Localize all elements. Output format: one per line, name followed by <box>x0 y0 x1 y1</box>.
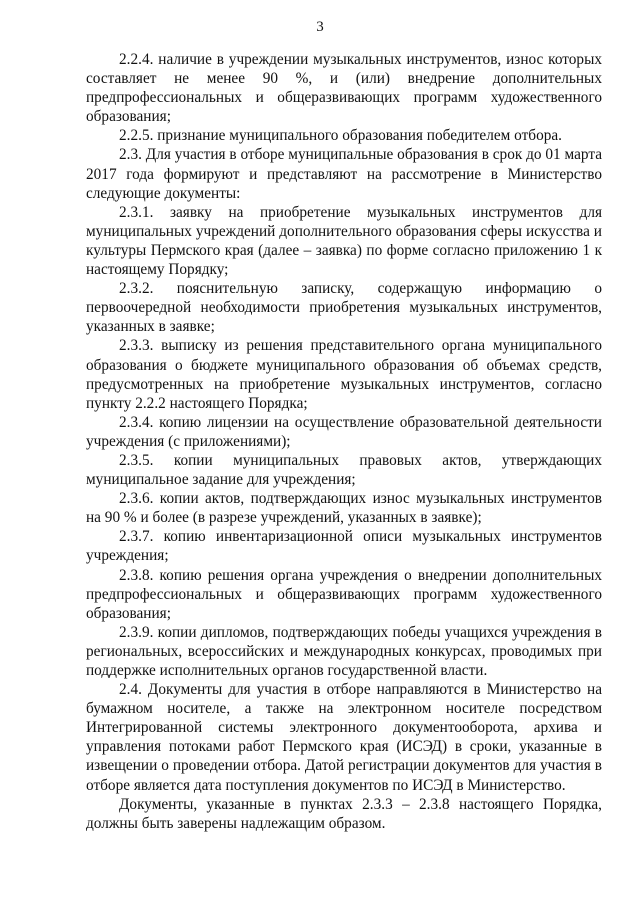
paragraph-2-2-4: 2.2.4. наличие в учреждении музыкальных инструментов, износ которых составляет не менее 90 %, и (или) внедрение дополнительных предпрофессиональных и общеразвивающих программ художественного образования; <box>86 51 602 126</box>
paragraph-2-3-5: 2.3.5. копии муниципальных правовых актов, утверждающих муниципальное задание для учреждения; <box>86 451 602 489</box>
paragraph-2-2-5: 2.2.5. признание муниципального образования победителем отбора. <box>119 127 562 145</box>
paragraph-2-3: 2.3. Для участия в отборе муниципальные образования в срок до 01 марта 2017 года формируют и представляют на рассмотрение в Министерство следующие документы: <box>86 146 602 202</box>
paragraph-2-3-2: 2.3.2. пояснительную записку, содержащую информацию о первоочередной необходимости приобретения музыкальных инструментов, указанных в заявке; <box>86 280 602 336</box>
paragraph-2-4: 2.4. Документы для участия в отборе направляются в Министерство на бумажном носителе, а также на электронном носителе посредством Интегрированной системы электронного документооборота, архива и управления потоками работ Пермского края (ИСЭД) в сроки, указанные в извещении о проведении отбора. Датой регистрации документов для участия в отборе является дата поступления документов по ИСЭД в Министерство. <box>86 681 602 794</box>
paragraph-2-3-3: 2.3.3. выписку из решения представительного органа муниципального образования о бюджете муниципального образования об объемах средств, предусмотренных на приобретение музыкальных инструментов, согласно пункту 2.2.2 настоящего Порядка; <box>86 337 602 412</box>
paragraph-documents-certified: Документы, указанные в пунктах 2.3.3 – 2.3.8 настоящего Порядка, должны быть заверены надлежащим образом. <box>86 795 602 832</box>
paragraph-2-3-8: 2.3.8. копию решения органа учреждения о внедрении дополнительных предпрофессиональных и общеразвивающих программ художественного образования; <box>86 566 602 622</box>
paragraph-2-3-4: 2.3.4. копию лицензии на осуществление образовательной деятельности учреждения (с приложениями); <box>86 413 602 450</box>
paragraph-2-3-9: 2.3.9. копии дипломов, подтверждающих победы учащихся учреждения в региональных, всероссийских и международных конкурсах, проводимых при поддержке исполнительных органов государственной власти. <box>86 623 602 679</box>
page-number: 3 <box>316 19 324 35</box>
paragraph-2-3-7: 2.3.7. копию инвентаризационной описи музыкальных инструментов учреждения; <box>86 528 602 565</box>
document-body <box>86 50 602 833</box>
paragraph-2-3-1: 2.3.1. заявку на приобретение музыкальных инструментов для муниципальных учреждений дополнительного образования сферы искусства и культуры Пермского края (далее – заявка) по форме согласно приложению 1 к настоящему Порядку; <box>86 203 602 279</box>
paragraph-2-3-6: 2.3.6. копии актов, подтверждающих износ музыкальных инструментов на 90 % и более (в разрезе учреждений, указанных в заявке); <box>86 490 602 527</box>
